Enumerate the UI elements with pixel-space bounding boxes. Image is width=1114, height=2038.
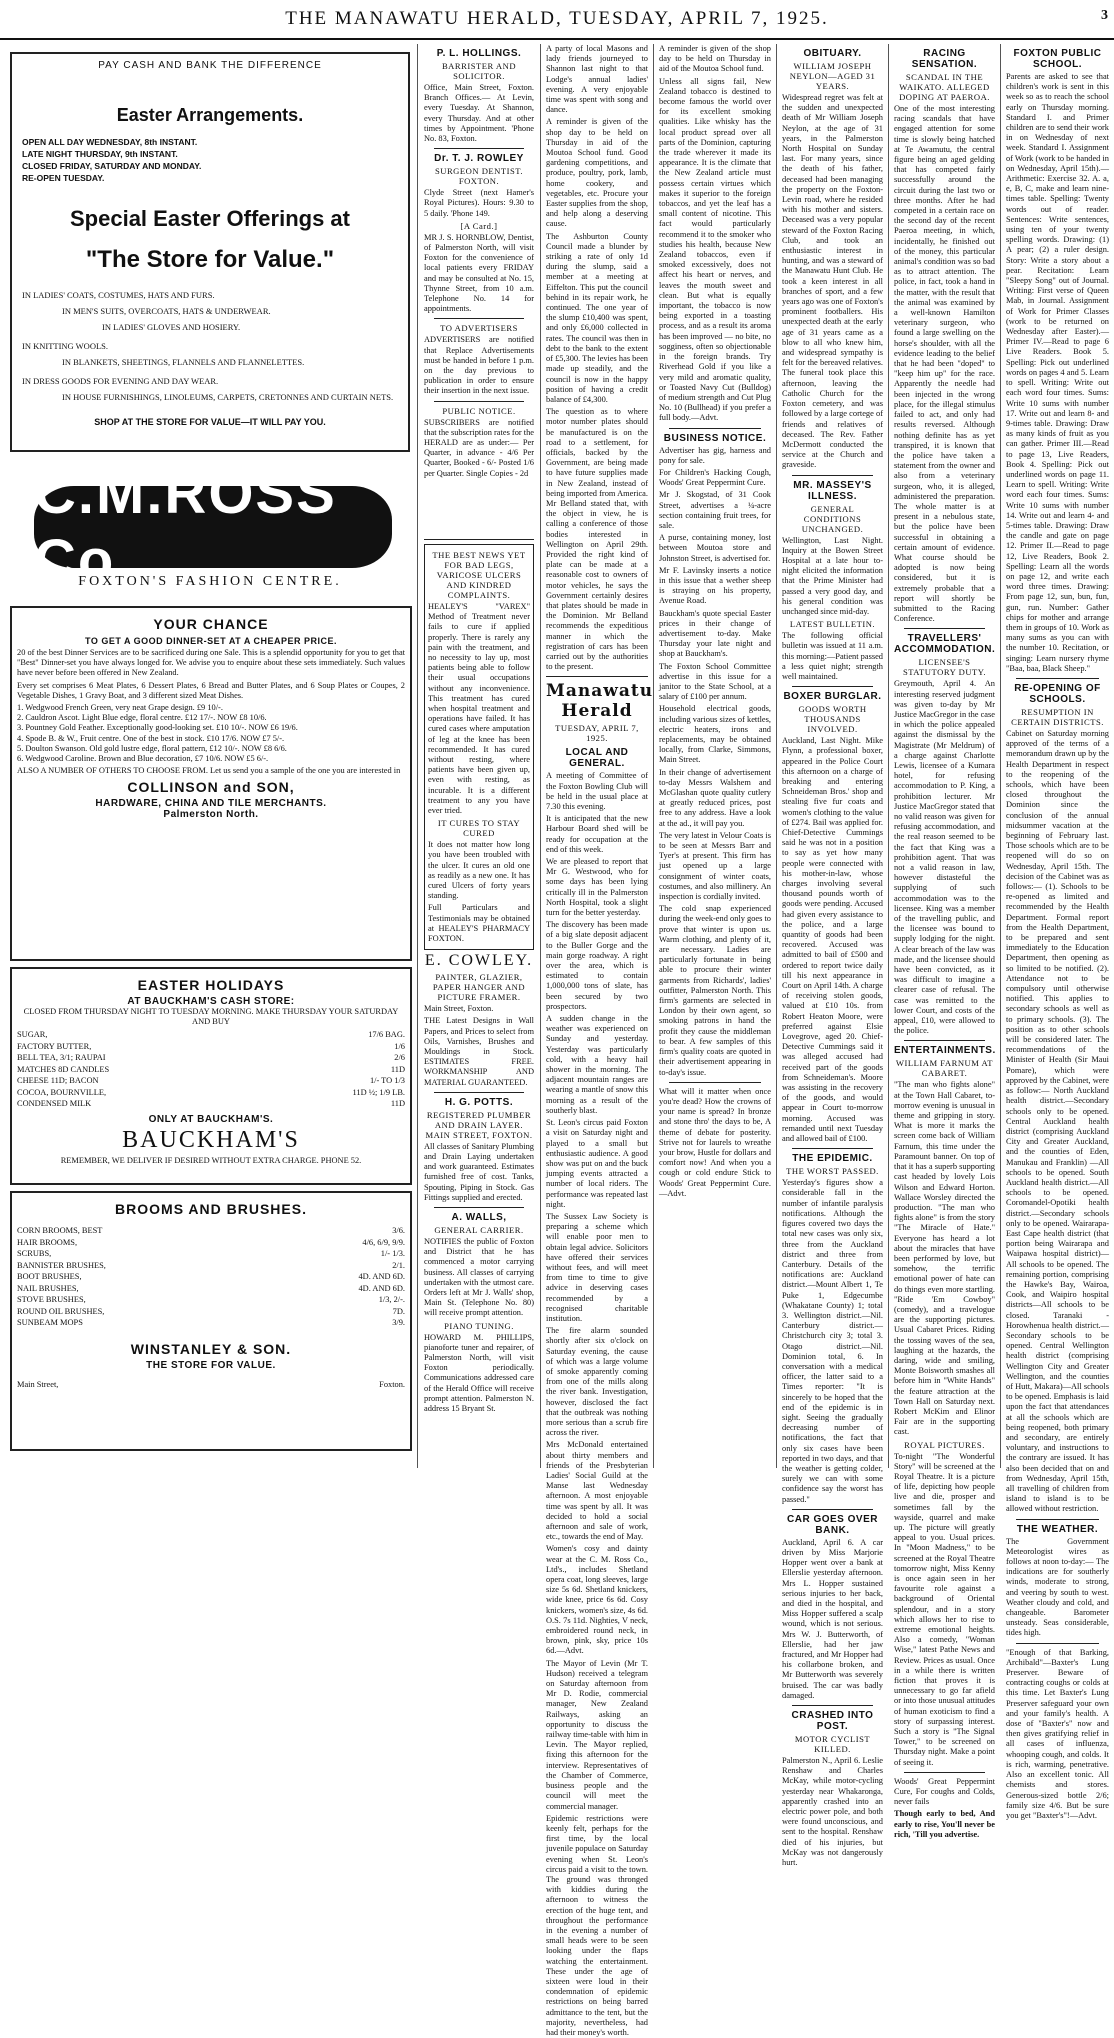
travellers-heading: TRAVELLERS' ACCOMMODATION. (894, 633, 996, 656)
article-paragraph: A party of local Masons and lady friends journeyed to Shannon last night to that Lodge's annual ladies' evening. A very enjoyable time was spent with song and dance. (546, 44, 648, 115)
price-row (17, 1225, 405, 1237)
ad-subheading: AT BAUCKHAM'S CASH STORE: (127, 996, 295, 1007)
potts-text: All classes of Sanitary Plumbing and Drain Laying undertaken and work guaranteed. Estimates furnished free of cost. Tanks, Spouting, Piping in Stock. Gas Fittings supplied and erected. (424, 1141, 534, 1202)
item-name: MATCHES 8D CANDLES (17, 1064, 110, 1074)
verse-advert: Though early to bed, And early to rise, You'll never be rich, 'Till you advertise. (894, 1809, 995, 1839)
article-paragraph: Auckland, Last Night. Mike Flynn, a professional boxer, appeared in the Police Court this afternoon on a charge of breaking and entering Schneideman Bros.' shop and stealing five fur coats and women's clothing to the value of £274. Bail was applied for. Chief-Detective Cummings said he was not in a position to say as yet how many people were connected with his mother-in-law, whose charges involving several thousand pounds worth of goods were pending. Accused had given every assistance to the police, and a large quantity of goods had been recovered. Accused was admitted to bail of £500 and ordered to report twice daily till his next appearance in Court on April 14th. A charge of receiving stolen goods, valued at £10 10s. from Robert Heaton Moore, were preferred against Elsie Lovegrove, aged 20. Chief-Detective Cummings said it was alleged accused had received part of the goods from Schneideman's. Moore was assisting in the recovery of the goods, and would appear in Court to-morrow morning. Accused was remanded until next Tuesday and allowed bail of £100. (782, 736, 883, 1144)
public-notice-text: SUBSCRIBERS are notified that the subscription rates for the HERALD are as under:— Per Quarter, in advance - 4/6 Per Quarter, Booked - 6/- Posted 1/6 per Quarter. Single Copies - 2d (424, 417, 535, 478)
column-5 (782, 44, 883, 1868)
article-paragraph: Greymouth, April 4. An interesting reserved judgment was given to-day by Mr Justice MacGregor in the case in which the police appealed against the dismissal by the Magistrate (Mr Meldrum) of a charge against Charlotte Lewis, licensee of a Kumara hotel, for refusing accommodation to P. King, a prohibition lecturer. Mr Justice MacGregor stated that no valid reason was given for refusing accommodation, and the real reason seemed to be the fact that King was a prohibition agent. That was not a valid reason in law, however distasteful the supplying of such accommodation was to the licensee. King was a member of the travelling public, and the licensee was bound to supply lodging for the night. A clear breach of the law was made, and the licensee should have been convicted, as it was difficult to imagine a clearer case of refusal. The case was remitted to the lower Court, and costs of the appeal, £10, were allowed to the police. (894, 679, 995, 1036)
racing-subheading: SCANDAL IN THE WAIKATO. ALLEGED DOPING AT PAEROA. (899, 72, 990, 102)
piano-text: HOWARD M. PHILLIPS, pianoforte tuner and repairer, of Palmerston North, will visit Foxton periodically. Communications addressed care of the Herald Office will receive prompt attention. Palmerston N. address 15 Bryant St. (424, 1332, 534, 1414)
article-paragraph: A purse, containing money, lost between Moutoa store and Johnston Street, is advertised for. (659, 533, 771, 563)
racing-heading: RACING SENSATION. (911, 48, 978, 70)
price-row (17, 1087, 405, 1099)
column-3 (546, 44, 654, 2037)
article-paragraph: A sudden change in the weather was experienced on Sunday and yesterday. Yesterday was particularly cold, with a heavy hail shower in the morning. The adjacent mountain ranges are wearing a mantle of snow this morning as a result of the southerly blast. (546, 1014, 648, 1115)
item-name: BELL TEA, 3/1; RAUPAI (17, 1053, 106, 1063)
ad-item: 4. Spode B. & W., Fruit centre. One of the best in stock. £10 17/6. NOW £7 5/-. (17, 733, 285, 743)
reopening-heading: RE-OPENING OF SCHOOLS. (1014, 682, 1101, 705)
ad-item: 5. Doulton Swanson. Old gold lustre edge, floral pattern, £12 10/-. NOW £8 6/6. (17, 743, 287, 753)
column-rule (776, 44, 777, 1468)
obituary-subheading: WILLIAM JOSEPH NEYLON—AGED 31 YEARS. (789, 61, 876, 91)
price-row (17, 1029, 405, 1041)
article-paragraph: Unless all signs fail, New Zealand tobacco is destined to become famous the world over for its excellent smoking qualities. Like whisky has the local product spread over all parts of the Dominion, capturing the trade wherever it made its appearance. It is the climate that the New Zealand article must possess certain virtues which makes it superior to the foreign tobaccos, and yet the leaf has a small content of nicotine. This fact would particularly recommend it to the smoker who studies his health, because New Zealand tobaccos, even if smoked excessively, does not affect his heart or nerves, and leaves the mouth sweet and clean. But what is equally important, the tobacco is now being exported in a toasting process, and as a result its aroma has been improved — no bite, no sogginess, often so objectionable in the foreign brands. Try Riverhead Gold if you like a very mild and aromatic quality, or Toasted Navy Cut (Bulldog) of medium strength and Cut Plug No. 10 (Bullhead) if you prefer a full body.—Advt. (659, 76, 771, 423)
article-paragraph: A reminder is given of the shop day to be held on Thursday in aid of the Moutoa School fund. Good gardening competitions, and produce, poultry, pork, lamb, home cookery, and vegetables, etc. Procure your Easter supplies from the shop, and help along a deserving cause. (546, 117, 648, 229)
price-row (17, 1041, 405, 1053)
firm-name: COLLINSON and SON, (127, 779, 295, 796)
potts-heading: H. G. POTTS. (444, 1096, 514, 1108)
bauckham-ad (10, 967, 412, 1185)
item-price: 3/9. (392, 1318, 405, 1327)
price-row (17, 1271, 405, 1283)
item-price: 3/6. (392, 1226, 405, 1235)
varex-slogan: IT CURES TO STAY CURED (437, 818, 521, 839)
school-heading: FOXTON PUBLIC SCHOOL. (1013, 48, 1102, 70)
price-list (17, 1029, 405, 1110)
varex-text: HEALEY'S "VAREX" Method of Treatment never fails to cure if applied properly. There is rarely any pain with the treatment, and no necessity to lay up, most patients being able to follow their usual occupations without any inconvenience. This treatment has cured when hospital treatment and operations have failed. It has cured cases where amputation of leg at the knee has been recommended. It has cured without resting, where patients have been given up, even with resting, as incurable. It is a different treatment to any you have ever tried. (428, 601, 530, 815)
article-paragraph: The discovery has been made of a big slate deposit adjacent to the Buller Gorge and the main gorge roadway. A right over the area, which is estimated to contain 1,000,000 tons of slate, has been secured by two prospectors. (546, 920, 648, 1011)
article-paragraph: The Foxton School Committee advertise in this issue for a janitor to the State School, at a salary of £100 per annum. (659, 661, 771, 702)
item-name: BOOT BRUSHES, (17, 1272, 82, 1281)
article-paragraph: Women's cosy and dainty wear at the C. M. Ross Co., Ltd's., includes Shetland opera coat, long sleeves, large size 5s 6d. Shetland knickers, wide knee, price 6s 6d. Cosy knickers, women's size, 4s 6d. O.S. 7s 11d. Nighties, V neck, embroidered round neck, in brown, pink, sky, price 10s 6d.—Advt. (546, 1544, 648, 1656)
item-name: COCOA, BOURNVILLE, (17, 1087, 107, 1097)
item-name: SUNBEAM MOPS (17, 1318, 83, 1327)
ad-top-line: PAY CASH AND BANK THE DIFFERENCE (98, 60, 322, 71)
ad-text: 20 of the best Dinner Services are to be sacrificed during one Sale. This is a splendid opportunity for you to get that "Best" Dinner-set you have always longed for. We advise you to enquire about these sets immediately. Such values have never before been offered in New Zealand. (17, 648, 405, 678)
ad-subheading: TO GET A GOOD DINNER-SET AT A CHEAPER PRICE. (84, 636, 337, 646)
bauckham-name: BAUCKHAM'S (122, 1126, 300, 1153)
rowley-heading: Dr. T. J. ROWLEY (434, 153, 524, 165)
item-name: NAIL BRUSHES, (17, 1283, 79, 1293)
advertisers-text: ADVERTISERS are notified that Replace Advertisements must be handed in before 1 p.m. on the day previous to publication in order to ensure their insertion in the next issue. (424, 335, 534, 396)
ad-heading: BROOMS AND BRUSHES. (115, 1201, 307, 1217)
hours-line: LATE NIGHT THURSDAY, 9th INSTANT. (22, 149, 178, 159)
epidemic-subheading: THE WORST PASSED. (786, 1166, 879, 1177)
item-price: 1/6 (394, 1041, 405, 1051)
price-list (17, 1225, 405, 1329)
article-paragraph: Bauckham's quote special Easter prices in their change of advertisement to-day. Make Thursday your late night and shop at Bauckham's. (659, 608, 771, 659)
article-paragraph: Household electrical goods, including various sizes of kettles, electric heaters, irons and replacements, may be obtained locally, from Clarke, Simmons, Main Street. (659, 704, 771, 765)
royal-pictures-heading: ROYAL PICTURES. (904, 1439, 985, 1450)
article-paragraph: Yesterday's figures show a considerable fall in the number of infantile paralysis notifications. Although the figures covered two days the total new cases was only six, three from the Auckland district and three from Canterbury. Details of the notifications are: Auckland district.—Mount Albert 1, Te Puke 1, Edgecumbe (Whakatane County) 1; total 3. Wellington district.—Nil. Canterbury district.— Christchurch city 3; total 3. Otago district.—Nil. Dominion total, 6. In conversation with a medical officer, the latter said to a Times reporter: "It is sincerely to be hoped that the end of the epidemic is in sight. Seeing the gradually decreasing number of notifications, the fact that only six cases have been reported in two days, and that the weather is getting colder, surely we can with some confidence say the worst has passed." (782, 1178, 883, 1504)
article-paragraph: The very latest in Velour Coats is to be seen at Messrs Barr and Tyer's at present. This firm has just opened up a large consignment of winter coats, costumes, and also millinery. An inspection is cordially invited. (659, 830, 771, 902)
ross-logo: C.M.ROSS Co (34, 486, 392, 568)
price-row (17, 1260, 405, 1272)
travellers-subheading: LICENSEE'S STATUTORY DUTY. (902, 657, 987, 678)
entertainments-heading: ENTERTAINMENTS. (894, 1045, 996, 1057)
local-general-heading: LOCAL AND GENERAL. (565, 747, 629, 770)
ad-heading: Easter Arrangements. (116, 105, 304, 125)
ross-tagline: FOXTON'S FASHION CENTRE. (78, 574, 342, 589)
cowley-heading: E. COWLEY. (424, 952, 534, 970)
article-paragraph: The cold snap experienced during the week-end only goes to prove that winter is upon us. Warm clothing, and plenty of it, are necessary. Ladies are particularly fortunate in being able to procure their winter garments from Richards', ladies' outfitter, Palmerston North. This firm's garments are selected in London by their own agent, so smoking patrons in hand the profit they cause the middleman to bear. A few samples of this firm's quality coats are quoted in their advertisement appearing in to-day's issue. (659, 904, 771, 1077)
item-price: 11D ½; 1/9 LB. (352, 1087, 405, 1097)
advertisers-heading: TO ADVERTISERS (440, 323, 518, 334)
article-paragraph: To-night "The Wonderful Story" will be screened at the Royal Theatre. It is a picture of life, depicting how people live and die, prosper and sometimes fall by the wayside, quarrel and make up. The picture will greatly appeal to you. Usual prices. In "Moon Madness," to be screened at the Royal Theatre tomorrow night, Miss Kenny is once again seen in her favourite role against a background of Oriental splendour, and in a story which allows her to rise to extreme emotional heights. Also a comedy, "Woman Wise," latest Pathe News and Review. Prices as usual. Once in a while there is written fiction that proves it is unnecessary to go far afield or into those unusual attitudes of human exoticism to find a story of surpassing interest. Such a story is "The Signal Tower," to be screened on Thursday night. Make a point of seeing it. (894, 1451, 995, 1767)
ad-item: 2. Cauldron Ascot. Light Blue edge, floral centre. £12 17/-. NOW £8 10/6. (17, 713, 267, 723)
article-paragraph: Palmerston N., April 6. Leslie Renshaw and Charles McKay, while motor-cycling yesterday near Whakaronga, apparently crashed into an electric power pole, and both were found unconscious, and sent to the hospital. Renshaw died of his injuries, but McKay was not dangerously hurt. (782, 1756, 883, 1868)
rowley-title: SURGEON DENTIST. FOXTON. (434, 166, 524, 187)
item-price: 2/1. (392, 1260, 405, 1270)
ad-item: 6. Wedgwood Caroline. Brown and Blue decoration, £7 10/6. NOW £5 6/-. (17, 754, 269, 764)
article-paragraph: In their change of advertisement to-day Messrs Walshem and McGlashan quote quality cutlery at greatly reduced prices, post free to any address. Have a look at the ad., it will pay you. (659, 767, 771, 828)
column-rule (1000, 44, 1001, 1468)
obituary-heading: OBITUARY. (803, 48, 862, 59)
article-paragraph: The Ashburton County Council made a blunder by striking a rate of only 1d during the slump, said a member at a meeting at Eiffelton. This put the council behind in its repair work, he continued. The one year of the slump £10,400 was spent, and only £6,000 collected in rates. The council was then in debt to the bank to the extent of £5,300. The levies has been made up steadily, and the council is now in the happy position of having a credit balance of £4,300. (546, 231, 648, 404)
item-price: 11D (390, 1064, 405, 1074)
brooms-ad (10, 1191, 412, 1451)
ad-item: 3. Pountney Gold Feather. Exceptionally good-looking set. £10 10/-. NOW £6 19/6. (17, 723, 298, 733)
item-name: HAIR BROOMS, (17, 1237, 78, 1247)
firm-tag: THE STORE FOR VALUE. (146, 1359, 276, 1371)
left-lower-column (10, 606, 412, 1468)
price-row (17, 1306, 405, 1318)
item-name: SUGAR, (17, 1030, 48, 1040)
varex-ad (424, 544, 534, 950)
ad-text: REMEMBER, WE DELIVER IF DESIRED WITHOUT EXTRA CHARGE. PHONE 52. (60, 1155, 362, 1165)
item-name: CHEESE 11D; BACON (17, 1076, 99, 1086)
item-name: ROUND OIL BRUSHES, (17, 1306, 105, 1316)
article-paragraph: For Children's Hacking Cough, Woods' Great Peppermint Cure. (659, 467, 771, 488)
price-row (17, 1098, 405, 1110)
article-paragraph: St. Leon's circus paid Foxton a visit on Saturday night and played to a small but enthusiastic audience. A good show was put on and the buck jumping events attracted a number of local riders. The performance was repeated last night. (546, 1118, 648, 1209)
walls-trade: GENERAL CARRIER. (434, 1225, 524, 1236)
burglar-heading: BOXER BURGLAR. (783, 691, 882, 703)
firm-town: Palmerston North. (163, 809, 259, 821)
article-paragraph: Mr J. Skogstad, of 31 Cook Street, advertises a ¼-acre section containing fruit trees, for sale. (659, 490, 771, 530)
herald-date: TUESDAY, APRIL 7, 1925. (555, 723, 639, 744)
article-paragraph: Cabinet on Saturday morning approved of the terms of a memorandum drawn up by the Health Department in respect to the reopening of the schools, which have been closed throughout the Dominion since the conclusion of the annual midsummer vacation at the beginning of February last. Those schools which are to be reopened will do so on Wednesday, April 15th. The decision of the Cabinet was as follows:— (1). Schools to be re-opened as limited and recommended by the Health Department. Formal report from the Health Department, to be prepared and sent immediately to the Education Department, then opening as so limited to be notified. (2). Attendance not to be compulsory until otherwise notified. This applies to secondary schools as well as to primary schools. (3). The position as to other schools will be considered later. The recommendations of the Minister of Health (Sir Maui Pomare), which were approved by the Cabinet, were as follow:— North Auckland health district.—Secondary schools only to be opened. Central Auckland health district (comprising Auckland City and Greater Auckland, and the counties of Eden, Manukau and Franklin) —All schools to be opened. South Auckland health district.—All schools to be opened. Coromandel-Opotiki health district.—Secondary schools only to be opened. Wairarapa-East Cape health district (that portion being Wairarapa and Waipawa hospital district)—All schools to be opened. The remaining portion, comprising the Hawke's Bay, Wairoa, Cook, and Waipiro hospital districts—All schools to be closed. Taranaki - Horowhenua health district.—Secondary schools to be opened. Central Wellington health district (comprising Wellington City and Greater Wellington, and the counties of Hutt, Makara)—All schools to be opened. Emphasis is laid upon the fact that attendances at all the schools which are being reopened, both primary and secondary, are entirely voluntary, and instructions to the contrary are issued. It has also been decided that on and from Wednesday, April 15th, all travelling of children from island to island is to be allowed without restriction. (1006, 728, 1109, 1514)
article-paragraph: Advertiser has gig, harness and pony for sale. (659, 445, 771, 465)
article-paragraph: Epidemic restrictions were keenly felt, perhaps for the first time, by the local juvenile populace on Saturday evening when St. Leon's circus paid a visit to the town. The ground was thronged with kiddies during the afternoon to witness the erection of the huge tent, and throughout the performance in the evening a number of small heads were to be seen looking under the flaps watching the entertainment. These under the age of sixteen were loud in their condemnation of epidemic restrictions on being barred admittance to the tent, but the majority, nevertheless, had had their money's worth. (546, 1813, 648, 2037)
price-row (17, 1075, 405, 1087)
article-paragraph: A meeting of Committee of the Foxton Bowling Club will be held in the usual place at 7.30 this evening. (546, 771, 648, 811)
hollings-text: Office, Main Street, Foxton. Branch Offices.— At Levin, every Tuesday. At Shannon, every Thursday. And at other times by Appointment. 'Phone No. 83, Foxton. (424, 83, 534, 144)
item-price: 4/6, 6/9, 9/9. (362, 1237, 405, 1247)
item-price: 4D. AND 6D. (358, 1283, 405, 1293)
article-paragraph: One of the most interesting racing scandals that have engaged attention for some time is slowly being hatched at Te Awamutu, the central figure being an aged gelding that has competed fairly successfully around the circuit during the last two or three months. After he had competed in a certain race on the second day of the recent Paeroa meeting, in which, incidentally, he finished out of the money, this particular animal's condition was so bad as to attract attention. The police, in fact, took a hand in the matter, with the result that the animal was examined by a well-known Hamilton veterinary surgeon, who found a large swelling on the horse's shoulder, with all the evidence leading to the belief that he had been "doped" to "keep him up" for the race. Apparently the needle had been injected in the wrong place, for the illegal stimulus failed to act, and only had results reversed. Although nothing definite has as yet transpired, it is known that the police have taken a statement from the owner and also from a veterinary surgeon, who, it is alleged, administered the preparation. The whole matter is at present in a nebulous state, but the police have been successful in obtaining a certain amount of evidence. What course should be adopted is now being considered, but it is extremely probable that a report will shortly be submitted to the Racing Conference. (894, 104, 995, 624)
varex-text: It does not matter how long you have been troubled with the ulcer. It cures an old one as readily as a new one. It has cured Ulcers of forty years standing. (428, 840, 530, 901)
reopening-subheading: RESUMPTION IN CERTAIN DISTRICTS. (1011, 706, 1104, 727)
ad-text: ALSO A NUMBER OF OTHERS TO CHOOSE FROM. Let us send you a sample of the one you are interested in (17, 766, 401, 776)
item-name: STOVE BRUSHES, (17, 1295, 86, 1304)
address-right: Foxton. (379, 1379, 405, 1389)
article-paragraph: Mrs McDonald entertained about thirty members and friends of the Presbyterian Ladies' Social Guild at the Manse last Wednesday afternoon. A most enjoyable time was spent by all. It was decided to hold a social afternoon and sale of work, etc., towards the end of May. (546, 1440, 648, 1542)
ad-store-slogan: "The Store for Value." (85, 246, 335, 273)
ad-text: CLOSED FROM THURSDAY NIGHT TO TUESDAY MORNING. MAKE THURSDAY YOUR SATURDAY AND BUY (23, 1007, 399, 1027)
ad-text: Every set comprises 6 Meat Plates, 6 Dessert Plates, 6 Bread and Butter Plates, and 6 Soup Plates or Coupes, 2 Vegetable Dishes, 1 Gravy Boat, and 3 different sized Meat Dishes. (17, 680, 405, 700)
ad-line: IN KNITTING WOOLS. (22, 341, 109, 351)
herald-logo: Manawatu Herald (546, 681, 654, 722)
ad-heading: YOUR CHANCE (153, 616, 269, 632)
article-paragraph: It is anticipated that the new Harbour Board shed will be ready for occupation at the end of this week. (546, 814, 648, 854)
potts-trade: REGISTERED PLUMBER AND DRAIN LAYER. MAIN STREET, FOXTON. (425, 1109, 533, 1140)
firm-name: WINSTANLEY & SON. (130, 1340, 292, 1357)
woods-advert: Woods' Great Peppermint Cure, For coughs and Colds, never fails (894, 1776, 995, 1807)
item-name: BANNISTER BRUSHES, (17, 1260, 106, 1270)
hours-line: OPEN ALL DAY WEDNESDAY, 8th INSTANT. (22, 137, 198, 147)
column-2 (424, 44, 534, 1468)
article-paragraph: We are pleased to report that Mr G. Westwood, who for some days has been lying critically ill in the Palmerston North Hospital, took a slight turn for the better yesterday. (546, 857, 648, 918)
item-name: FACTORY BUTTER, (17, 1041, 92, 1051)
car-heading: CAR GOES OVER BANK. (787, 1513, 878, 1536)
massey-subheading: GENERAL CONDITIONS UNCHANGED. (801, 503, 864, 534)
column-rule (540, 44, 541, 1468)
column-rule (653, 44, 654, 1468)
item-name: CONDENSED MILK (17, 1099, 92, 1109)
hollings-heading: P. L. HOLLINGS. (436, 48, 522, 59)
price-row (17, 1294, 405, 1306)
article-paragraph: "The man who fights alone" at the Town Hall Cabaret, to-morrow evening is unusual in theme and gripping in story. What is more it marks the screen come back of William Farnum, this time under the Paramount banner. On top of that it has a superb supporting cast headed by lovely Lois Wilson and Edward Horton. Wallace Worsley directed the production. "The man who fights alone" is from the story "The Miracle of Hate." Everyone has heard a lot about the miracles that have been performed by love, but somehow, the terrific emotional power of hate can do things even more startling. "Ride 'Em Cowboy" (comedy), and a travelogue are the supporting pictures. Usual Cabaret Prices. Riding the tossing waves of the sea, laughing at the hazards, the daring, wide and smiling, Monte Boisworth smashes all before him in "White Hands" the feature attraction at the Town Hall on Saturday next. Robert McKim and Elinor Fair are in the supporting cast. (894, 1080, 995, 1437)
card-label: [A Card.] (460, 220, 498, 231)
masthead (0, 0, 1114, 40)
item-name: CORN BROOMS, BEST (17, 1226, 103, 1235)
ad-line: IN LADIES' COATS, COSTUMES, HATS AND FURS. (22, 290, 215, 300)
address-left: Main Street, (17, 1379, 59, 1389)
public-notice-heading: PUBLIC NOTICE. (442, 405, 516, 416)
hollings-title: BARRISTER AND SOLICITOR. (441, 61, 517, 81)
article-paragraph: The fire alarm sounded shortly after six o'clock on Saturday evening, the cause of which was a large volume of smoke apparently coming from one of the mills along the river bank. Investigation, however, disclosed the fact that the outbreak was nothing more serious than a scrub fire across the river. (546, 1326, 648, 1438)
ad-offer: Special Easter Offerings at (70, 206, 350, 231)
ad-item: 1. Wedgwood French Green, very neat Grape design. £9 10/-. (17, 703, 223, 713)
price-row (17, 1283, 405, 1295)
crash-subheading: MOTOR CYCLIST KILLED. (794, 1734, 871, 1755)
hours-line: RE-OPEN TUESDAY. (22, 173, 105, 183)
crash-heading: CRASHED INTO POST. (791, 1710, 874, 1733)
page-number: 3 (1101, 8, 1108, 23)
business-notice-heading: BUSINESS NOTICE. (663, 432, 767, 444)
ad-line: IN HOUSE FURNISHINGS, LINOLEUMS, CARPETS, CRETONNES AND CURTAIN NETS. (62, 392, 394, 402)
cowley-address: Main Street, Foxton. (424, 1004, 494, 1014)
article-paragraph: Widespread regret was felt at the sudden and unexpected death of Mr William Joseph Neylon, at the age of 31 years, in the Palmerston North Hospital on Sunday last. For many years, since the death of his father, deceased had been managing the property on the Foxton-Levin road, where he resided with his mother and sisters. Deceased was a very popular steward of the Foxton Racing Club, and took an enthusiastic interest in hunting, and was a steward of the Manawatu Hunt Club. He took a keen interest in all branches of sport, and a few years ago was one of Foxton's prominent footballers. His unexpected death at the early age of 31 years came as a blow to all who knew him, and widespread sympathy is felt for the bereaved relatives. The funeral took place this afternoon, leaving the Catholic Church for the Foxton cemetery, and was followed by a large cortege of friends and relatives of deceased. The Rev. Father McDermott conducted the service at the Church and graveside. (782, 93, 883, 470)
verse-advert: What will it matter when once you're dead? How the crowns of your name is spread? In bronze and stone thro' the days to be, A theme of debate for posterity. Strive not for laurels to wreathe your brow, Hustle for dollars and comfort now! And when you a cough or cold endure Stick to Woods' Great Peppermint Cure.—Advt. (659, 1086, 771, 1198)
your-chance-ad (10, 606, 412, 961)
item-price: 11D (390, 1099, 405, 1109)
ad-line: IN DRESS GOODS FOR EVENING AND DAY WEAR. (22, 376, 219, 386)
burglar-subheading: GOODS WORTH THOUSANDS INVOLVED. (798, 704, 867, 735)
column-4 (659, 44, 771, 1468)
article-paragraph: Wellington, Last Night. Inquiry at the Bowen Street Hospital at a late hour to-night elicited the information that the Prime Minister had passed a very good day, and his general condition was unchanged since mid-day. (782, 535, 883, 616)
massey-heading: MR. MASSEY'S ILLNESS. (793, 479, 872, 502)
ad-line: IN LADIES' GLOVES AND HOSIERY. (102, 322, 241, 332)
walls-text: NOTIFIES the public of Foxton and District that he has commenced a motor carrying business. All classes of carrying undertaken with the utmost care. Orders left at Mr J. Walls' shop, Main St. (Telephone No. 80) will receive prompt attention. (424, 1237, 534, 1318)
article-paragraph: The Mayor of Levin (Mr T. Hudson) received a telegram on Saturday afternoon from Mr D. Rodie, commercial manager, New Zealand Railways, asking an opportunity to discuss the railway time-table with him in Levin. The Mayor replied, fixing this afternoon for the interview. Representatives of the Chamber of Commerce, business people and the council will meet the commercial manager. (546, 1658, 648, 1811)
article-paragraph: A reminder is given of the shop day to be held on Thursday in aid of the Moutoa School fund. (659, 44, 771, 74)
item-name: SCRUBS, (17, 1249, 52, 1258)
easter-arrangements-ad (10, 52, 410, 452)
cowley-trade: PAINTER, GLAZIER, PAPER HANGER AND PICTURE FRAMER. (432, 972, 526, 1003)
walls-heading: A. WALLS, (451, 1212, 507, 1224)
article-paragraph: Auckland, April 6. A car driven by Miss Marjorie Hopper went over a bank at Ellerslie yesterday afternoon. Mrs L. Hopper sustained serious injuries to her back, and died in the hospital, and Miss Hopper suffered a scalp wound, which is not serious. Mrs W. J. Butterworth, of Ellerslie, had her jaw fractured, and Mr Hopper had his collarbone broken, and Mr Butterworth was severely bruised. The car was badly damaged. (782, 1537, 883, 1700)
varex-end: Full Particulars and Testimonials may be obtained at HEALEY'S PHARMACY FOXTON. (428, 903, 530, 943)
price-row (17, 1052, 405, 1064)
item-price: 4D. AND 6D. (358, 1272, 405, 1281)
item-price: 2/6 (394, 1053, 405, 1063)
ad-tagline: ONLY AT BAUCKHAM'S. (148, 1113, 274, 1125)
column-rule (417, 44, 418, 1468)
piano-heading: PIANO TUNING. (444, 1320, 514, 1331)
column-7 (1006, 44, 1109, 1820)
weather-heading: THE WEATHER. (1016, 1523, 1099, 1535)
item-price: 1/- TO 1/3 (369, 1076, 405, 1086)
entertainments-subheading: WILLIAM FARNUM AT CABARET. (895, 1058, 994, 1079)
ad-heading: EASTER HOLIDAYS (137, 977, 285, 993)
varex-heading: THE BEST NEWS YET FOR BAD LEGS, VARICOSE ULCERS AND KINDRED COMPLAINTS. (432, 549, 526, 600)
item-price: 1/3, 2/-. (378, 1295, 405, 1304)
hornblow-text: MR J. S. HORNBLOW, Dentist, of Palmerston North, will visit Foxton for the convenience of local patients every FRIDAY and may be consulted at No. 15, Thynne Street, from 10 a.m. Telephone No. 14 for appointments. (424, 232, 534, 314)
price-row (17, 1237, 405, 1249)
cowley-text: THE Latest Designs in Wall Papers, and Prices to select from Oils, Varnishes, Brushes and Mouldings in Stock. ESTIMATES FREE. WORKMANSHIP AND MATERIAL GUARANTEED. (424, 1016, 534, 1087)
price-row (17, 1317, 405, 1329)
ad-closing: SHOP AT THE STORE FOR VALUE—IT WILL PAY YOU. (94, 417, 326, 427)
item-price: 1/- 1/3. (380, 1249, 405, 1258)
ad-line: IN BLANKETS, SHEETINGS, FLANNELS AND FLANNELETTES. (62, 357, 305, 367)
article-paragraph: The following official bulletin was issued at 11 a.m. this morning:—Patient passed a less quiet night; strength well maintained. (782, 631, 883, 681)
epidemic-heading: THE EPIDEMIC. (792, 1153, 873, 1165)
article-paragraph: The Government Meteorologist wires as follows at noon to-day:— The indications are for southerly winds, moderate to strong, and veering by south to west. Weather cloudy and cold, and changeable. Barometer unsteady. Seas considerable, tides high. (1006, 1536, 1109, 1638)
article-paragraph: The question as to where motor number plates should be manufactured is on the road to a settlement, for officials, backed by the Government, are being made to have future supplies made in New Zealand, instead of being imported from America. Mr Belland stated that, with the object in view, he is calling a conference of those bodies interested in Wellington on April 29th. Provided the right kind of plate can be made at a reasonable cost to owners of motor vehicles, he says the Government certainly desires that plates should be made in the Dominion. Mr Belland recommends the expeditious manner in which the registration of cars has been carried out by the authorities to the present. (546, 407, 648, 672)
article-paragraph: Mr F. Lavinsky inserts a notice in this issue that a wether sheep is straying on his property, Avenue Road. (659, 565, 771, 606)
newspaper-title: THE MANAWATU HERALD, TUESDAY, APRIL 7, 1925. (285, 8, 829, 29)
ad-line: IN MEN'S SUITS, OVERCOATS, HATS & UNDERWEAR. (62, 306, 271, 316)
column-6 (894, 44, 996, 1839)
bulletin-heading: LATEST BULLETIN. (789, 619, 876, 630)
baxter-advert: "Enough of that Barking, Archibald"—Baxter's Lung Preserver. Beware of contracting coughs or colds at this time. Let Baxter's Lung Preserver safeguard your own and your family's health. A dose of "Baxter's" now and then gives gratifying relief in all cases of influenza, whooping cough, and colds. It is rich, warming, penetrative. Also an excellent tonic. All chemists and stores. Generous-sized bottle 2/6; family size 4/6. But be sure you get "Baxter's"!—Advt. (1006, 1647, 1109, 1820)
article-paragraph: Parents are asked to see that children's work is sent in this week so as to reach the school early on Thursday morning. Standard I. and Primer children are to send their work in on Wednesday of next week. Standard I. Assignment of Work (work to be handed in on Wednesday, April 15th).—Arithmetic: Exercise 32. A. a, e, B, C, make and learn nine-times table. Spelling: Twenty words out of reader. Sentences: Write sentences, using ten of your twenty spelling words. Drawing: (1) A pear; (2) a ruler design. Story: Write a story about a pear. Recitation: Learn "Sleepy Song" out of Journal. Writing: First verse of Queen Mab, in Journal. Assignment of Work for Primer Classes (work to be returned on Wednesday after Easter).—Primer IV.—Read to page 6 Live Readers. Book 5. Spelling: Pick out underlined words on pages 4 and 5. Learn to spell. Writing: Write out each word four times. Sums: Write 10 sums with number 17. Write out and learn 8- and 9-times table. Drawing: Draw as many kinds of fruit as you can gather. Primer III.—Read to page 13, Live Readers, Book 4. Spelling: Pick out underlined words on page 11. Learn to spell. Writing: Write word each four times. Sums: Write 10 sums with number 14. Write out and learn 4- and 5-times table. Drawing: Draw the candle and gate on page 12. Primer II.—Read to page 12, Live Readers, Book 2. Spelling: Learn all the words on page 12, and write each word three times. Drawing: From page 12, sun, bun, fun, gun, run. Number: Gather chips for mother and arrange them in groups of 10. Work as many sums as you can with the number 10. Recitation, or singing: Learn nursery rhyme "Baa, baa, Black Sheep." (1006, 72, 1109, 673)
hours-line: CLOSED FRIDAY, SATURDAY AND MONDAY. (22, 161, 202, 171)
column-rule (888, 44, 889, 1468)
item-price: 7D. (392, 1306, 405, 1316)
price-row (17, 1064, 405, 1076)
item-price: 17/6 BAG. (368, 1030, 405, 1040)
rowley-text: Clyde Street (next Hamer's Royal Pictures). Hours: 9.30 to 5 daily. 'Phone 149. (424, 188, 534, 218)
article-paragraph: The Sussex Law Society is preparing a scheme which will enable poor men to obtain legal advice. Solicitors have offered their services without fees, and will meet from time to time to give advice in deserving cases recommended by a recognised charitable institution. (546, 1211, 648, 1323)
firm-trade: HARDWARE, CHINA AND TILE MERCHANTS. (95, 798, 327, 810)
price-row (17, 1248, 405, 1260)
